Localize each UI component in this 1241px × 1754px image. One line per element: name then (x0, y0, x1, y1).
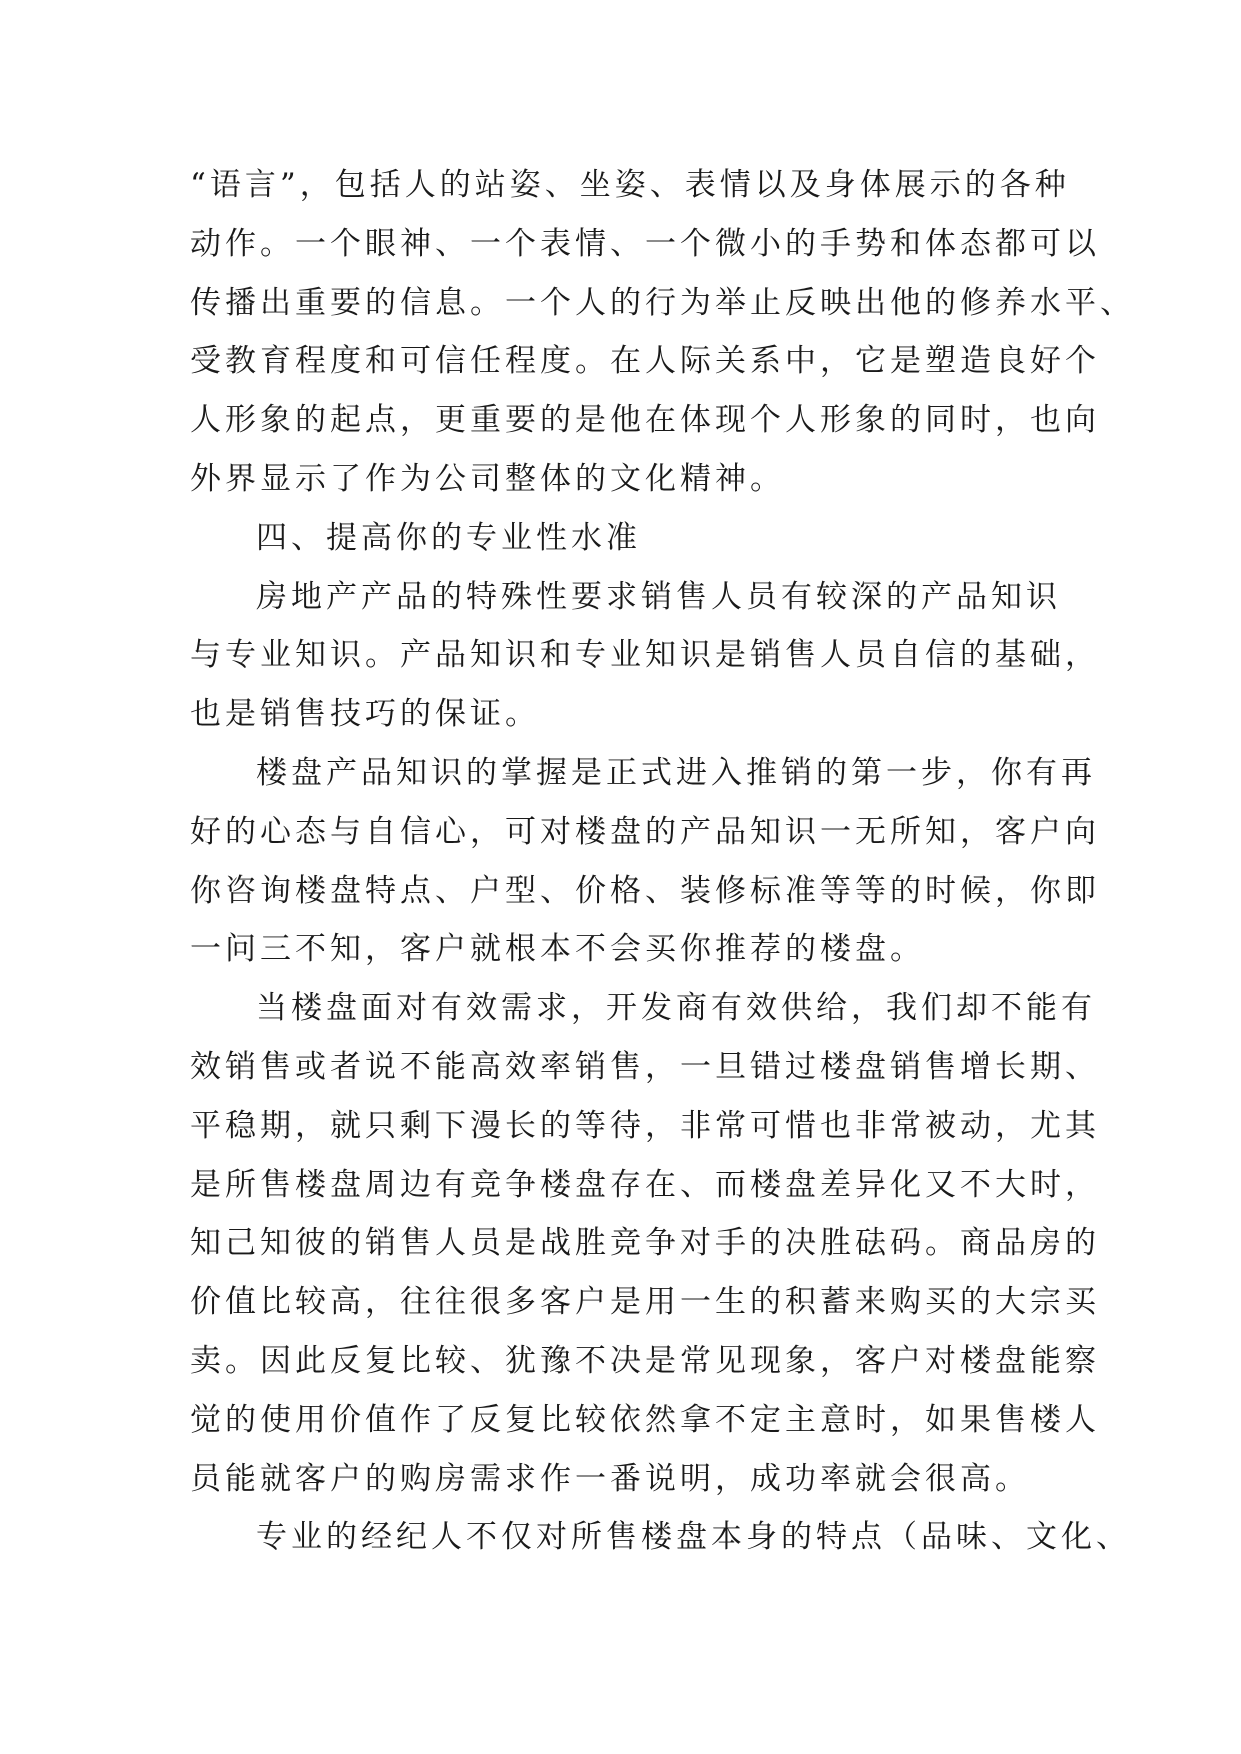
text-line: 你咨询楼盘特点、户型、价格、装修标准等等的时候，你即 (190, 872, 1100, 909)
text-line: 价值比较高，往往很多客户是用一生的积蓄来购买的大宗买 (190, 1284, 1100, 1321)
text-line: 人形象的起点，更重要的是他在体现个人形象的同时，也向 (190, 402, 1100, 439)
text-line: 员能就客户的购房需求作一番说明，成功率就会很高。 (190, 1460, 1030, 1497)
text-line: 房地产产品的特殊性要求销售人员有较深的产品知识 (256, 578, 1061, 615)
text-line: 知己知彼的销售人员是战胜竞争对手的决胜砝码。商品房的 (190, 1225, 1100, 1262)
text-line: “语言”，包括人的站姿、坐姿、表情以及身体展示的各种 (190, 167, 1070, 203)
text-line: 好的心态与自信心，可对楼盘的产品知识一无所知，客户向 (190, 813, 1100, 850)
text-line: 当楼盘面对有效需求，开发商有效供给，我们却不能有 (256, 990, 1096, 1027)
body-text (190, 156, 1135, 1567)
text-line: 是所售楼盘周边有竞争楼盘存在、而楼盘差异化又不大时， (190, 1166, 1100, 1203)
text-line: 专业的经纪人不仅对所售楼盘本身的特点（品味、文化、 (256, 1519, 1131, 1556)
section-heading: 四、提高你的专业性水准 (256, 519, 641, 556)
text-line: 觉的使用价值作了反复比较依然拿不定主意时，如果售楼人 (190, 1401, 1100, 1438)
text-line: 传播出重要的信息。一个人的行为举止反映出他的修养水平、 (190, 284, 1135, 321)
text-line: 也是销售技巧的保证。 (190, 696, 540, 733)
text-line: 楼盘产品知识的掌握是正式进入推销的第一步，你有再 (256, 754, 1096, 791)
text-line: 受教育程度和可信任程度。在人际关系中，它是塑造良好个 (190, 343, 1100, 380)
text-line: 效销售或者说不能高效率销售，一旦错过楼盘销售增长期、 (190, 1048, 1100, 1085)
text-line: 动作。一个眼神、一个表情、一个微小的手势和体态都可以 (190, 225, 1100, 262)
text-line: 卖。因此反复比较、犹豫不决是常见现象，客户对楼盘能察 (190, 1342, 1100, 1379)
text-line: 平稳期，就只剩下漫长的等待，非常可惜也非常被动，尤其 (190, 1107, 1100, 1144)
text-line: 一问三不知，客户就根本不会买你推荐的楼盘。 (190, 931, 925, 968)
text-line: 与专业知识。产品知识和专业知识是销售人员自信的基础， (190, 637, 1100, 674)
text-line: 外界显示了作为公司整体的文化精神。 (190, 460, 785, 497)
